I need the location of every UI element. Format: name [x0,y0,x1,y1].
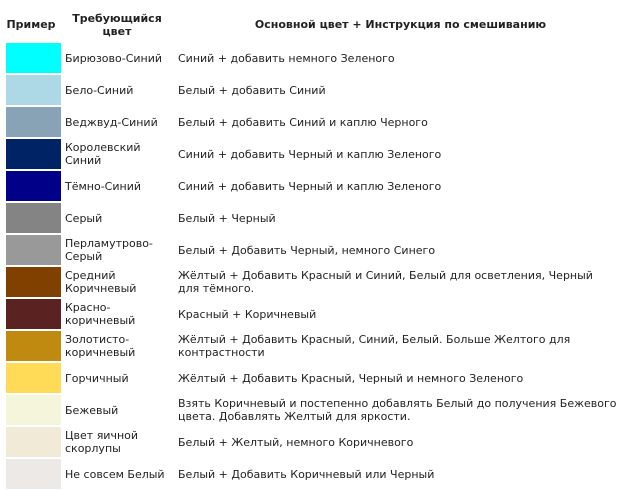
color-swatch [6,459,61,489]
mixing-instruction: Жёлтый + Добавить Красный и Синий, Белый для осветления, Черный для тёмного. [178,269,593,295]
color-name: Тёмно-Синий [65,179,141,193]
table-row [0,138,629,170]
header-color: Требующийся цвет [72,12,162,38]
color-swatch [6,363,61,393]
mixing-instruction: Взять Коричневый и постепенно добавлять Белый до получения Бежевого цвета. Добавлять Желтый для яркости. [178,397,617,423]
swatch-cell [0,74,62,106]
mixing-instruction: Красный + Коричневый [178,307,317,321]
table-body [0,42,629,490]
color-swatch [6,171,61,201]
swatch-cell [0,106,62,138]
color-name: Цвет яичной скорлупы [65,429,139,455]
mixing-instruction: Белый + Добавить Черный, немного Синего [178,243,436,257]
color-name: Королевский Синий [65,141,141,167]
color-name: Золотисто-коричневый [65,333,136,359]
color-name: Бежевый [65,403,119,417]
swatch-cell [0,298,62,330]
color-swatch [6,427,61,457]
mixing-instruction: Белый + Черный [178,211,276,225]
color-name: Не совсем Белый [65,467,165,481]
table-row [0,426,629,458]
swatch-cell [0,202,62,234]
swatch-cell [0,138,62,170]
mixing-instruction: Белый + Добавить Коричневый или Черный [178,467,435,481]
table-header [0,0,629,42]
swatch-cell [0,266,62,298]
color-swatch [6,267,61,297]
table-row [0,42,629,74]
color-swatch [6,107,61,137]
color-name: Перламутрово-Серый [65,237,153,263]
swatch-cell [0,362,62,394]
swatch-cell [0,458,62,490]
mixing-instruction: Синий + добавить Черный и каплю Зеленого [178,179,442,193]
swatch-cell [0,426,62,458]
mixing-instruction: Белый + Желтый, немного Коричневого [178,435,414,449]
table-row [0,394,629,426]
swatch-cell [0,42,62,74]
table-row [0,266,629,298]
mixing-instruction: Белый + добавить Синий [178,83,326,97]
mixing-instruction: Жёлтый + Добавить Красный, Синий, Белый. Больше Желтого для контрастности [178,333,571,359]
mixing-instruction: Жёлтый + Добавить Красный, Черный и немного Зеленого [178,371,524,385]
color-swatch [6,75,61,105]
table-row [0,234,629,266]
color-swatch [6,299,61,329]
color-name: Горчичный [65,371,129,385]
header-instruction: Основной цвет + Инструкция по смешиванию [254,18,547,31]
table-row [0,202,629,234]
color-name: Серый [65,211,103,225]
swatch-cell [0,170,62,202]
table-row [0,74,629,106]
mixing-instruction: Белый + добавить Синий и каплю Черного [178,115,428,129]
color-swatch [6,395,61,425]
color-swatch [6,43,61,73]
table-row [0,362,629,394]
color-name: Бирюзово-Синий [65,51,163,65]
swatch-cell [0,394,62,426]
color-swatch [6,331,61,361]
color-name: Красно-коричневый [65,301,136,327]
table-row [0,170,629,202]
table-row [0,106,629,138]
mixing-instruction: Синий + добавить Черный и каплю Зеленого [178,147,442,161]
color-name: Веджвуд-Синий [65,115,158,129]
swatch-cell [0,234,62,266]
color-name: Бело-Синий [65,83,134,97]
color-swatch [6,139,61,169]
header-sample: Пример [6,18,56,31]
table-row [0,298,629,330]
color-name: Средний Коричневый [65,269,137,295]
swatch-cell [0,330,62,362]
table-row [0,458,629,490]
mixing-instruction: Синий + добавить немного Зеленого [178,51,395,65]
color-swatch [6,235,61,265]
color-swatch [6,203,61,233]
table-row [0,330,629,362]
